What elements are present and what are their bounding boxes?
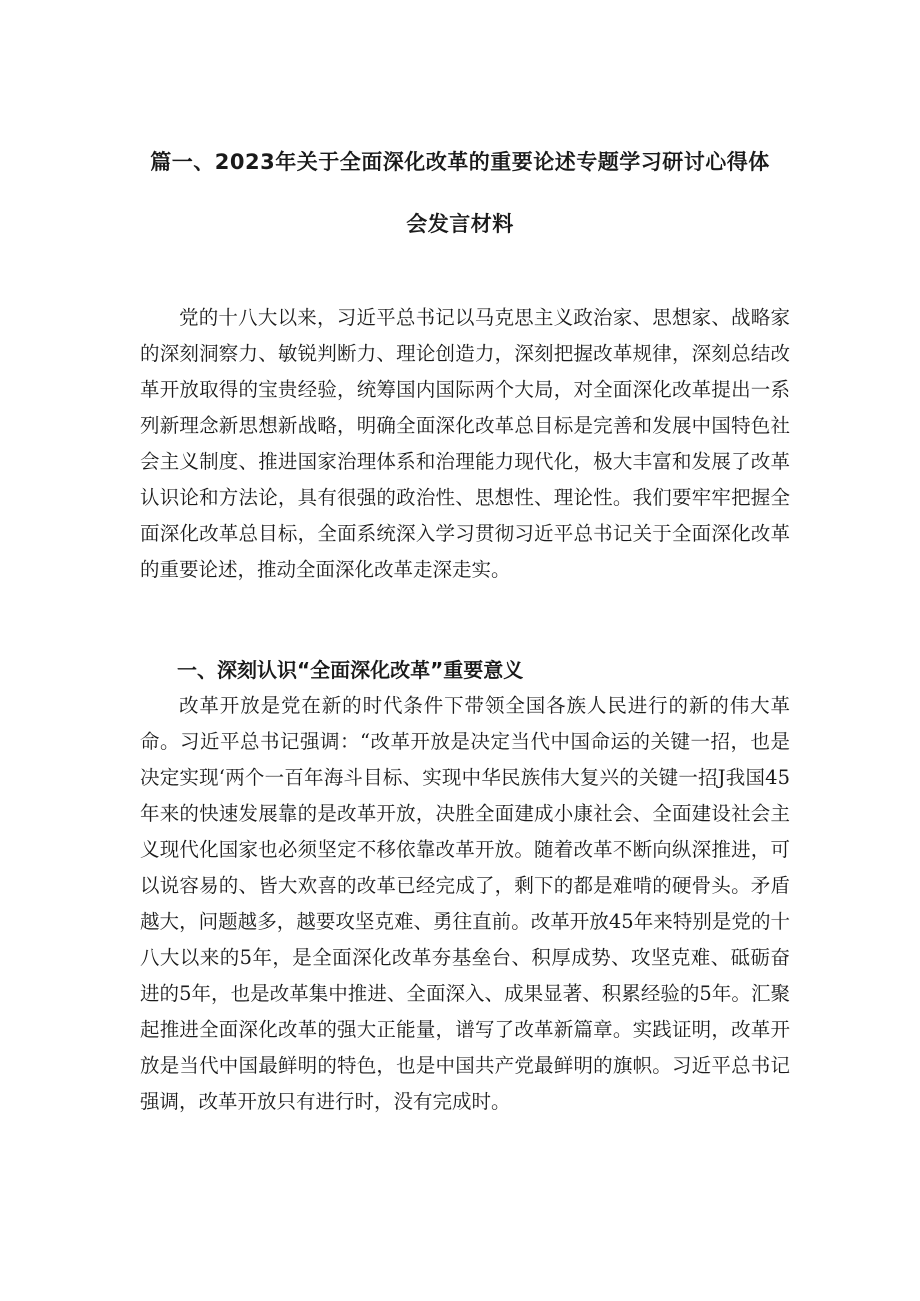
section-heading: 一、深刻认识“全面深化改革”重要意义	[177, 658, 524, 682]
section-paragraph: 改革开放是党在新的时代条件下带领全国各族人民进行的新的伟大革命。习近平总书记强调：“改革开放是决定当代中国命运的关键一招，也是决定实现‘两个一百年海斗目标、实现中华民族伟大复兴的关键一招J我国45年来的快速发展靠的是改革开放，决胜全面建成小康社会、全面建设社会主义现代化国家也必须坚定不移依靠改革开放。随着改革不断向纵深推进，可以说容易的、皆大欢喜的改革已经完成了，剩下的都是难啃的硬骨头。矛盾越大，问题越多，越要攻坚克难、勇往直前。改革开放45年来特别是党的十八大以来的5年，是全面深化改革夯基垒台、积厚成势、攻坚克难、砥砺奋进的5年，也是改革集中推进、全面深入、成果显著、积累经验的5年。汇聚起推进全面深化改革的强大正能量，谱写了改革新篇章。实践证明，改革开放是当代中国最鲜明的特色，也是中国共产党最鲜明的旗帜。习近平总书记强调，改革开放只有进行时，没有完成时。	[140, 694, 790, 1113]
intro-paragraph: 党的十八大以来，习近平总书记以马克思主义政治家、思想家、战略家的深刻洞察力、敏锐判断力、理论创造力，深刻把握改革规律，深刻总结改革开放取得的宝贵经验，统筹国内国际两个大局，对全面深化改革提出一系列新理念新思想新战略，明确全面深化改革总目标是完善和发展中国特色社会主义制度、推进国家治理体系和治理能力现代化，极大丰富和发展了改革认识论和方法论，具有很强的政治性、思想性、理论性。我们要牢牢把握全面深化改革总目标，全面系统深入学习贯彻习近平总书记关于全面深化改革的重要论述，推动全面深化改革走深走实。	[140, 306, 790, 581]
document-title-line-1: 篇一、2023年关于全面深化改革的重要论述专题学习研讨心得体	[150, 150, 770, 174]
document-title-line-2: 会发言材料	[406, 212, 514, 236]
